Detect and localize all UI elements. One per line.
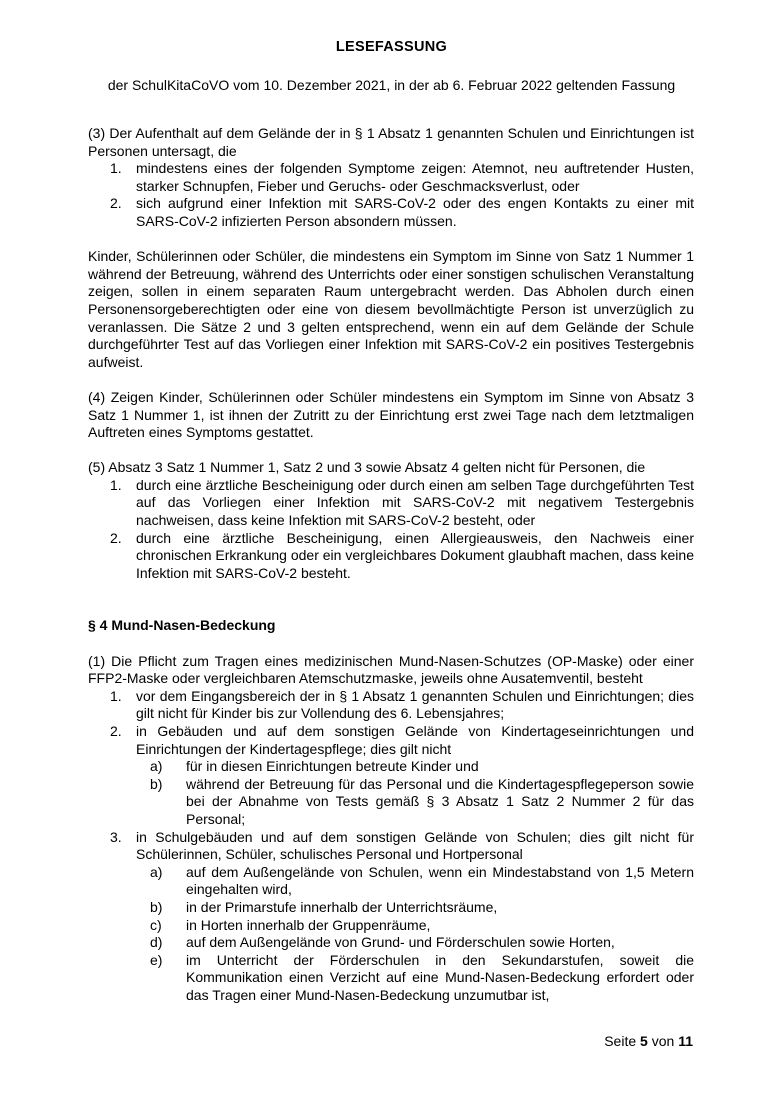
- list-number: 1.: [110, 160, 122, 177]
- list-text: durch eine ärztliche Bescheinigung oder durch einen am selben Tage durchgeführten Test auf das Vorliegen einer Infektion mit SARS-CoV-2 mit negativem Testergebnis nachweisen, dass keine Infektion mit SARS-CoV-2 besteht, oder: [136, 476, 694, 529]
- list-item: [88, 195, 694, 230]
- list-item: [88, 477, 694, 530]
- list-number: 1.: [110, 476, 122, 493]
- sub-list-text: während der Betreuung für das Personal und die Kindertagespflegeperson sowie bei der Abnahme von Tests gemäß § 3 Absatz 1 Satz 2 Nummer 2 für das Personal;: [186, 775, 694, 827]
- list-text: in Schulgebäuden und auf dem sonstigen Gelände von Schulen; dies gilt nicht für Schülerinnen, Schüler, schulisches Personal und Hortpersonal: [136, 828, 694, 863]
- sub-list-item: [88, 934, 694, 952]
- sub-list-letter: d): [150, 934, 163, 951]
- section-4-intro: (1) Die Pflicht zum Tragen eines medizinischen Mund-Nasen-Schutzes (OP-Maske) oder einer FFP2-Maske oder vergleichbaren Atemschutzmaske, jeweils ohne Ausatemventil, besteht: [88, 652, 694, 687]
- section-heading: § 4 Mund-Nasen-Bedeckung: [88, 617, 276, 634]
- paragraph-5-intro: (5) Absatz 3 Satz 1 Nummer 1, Satz 2 und 3 sowie Absatz 4 gelten nicht für Personen, die: [88, 459, 646, 476]
- list-number: 1.: [110, 687, 122, 704]
- sub-list-letter: c): [150, 916, 162, 933]
- page-separator: von: [651, 1033, 675, 1049]
- document-body: [88, 125, 694, 1005]
- sub-list-item: [88, 864, 694, 899]
- sub-list-item: [88, 917, 694, 935]
- list-item: [88, 530, 694, 583]
- sub-list-letter: e): [150, 951, 163, 968]
- sub-list-text: in Horten innerhalb der Gruppenräume,: [186, 916, 431, 933]
- list-number: 2.: [110, 195, 122, 212]
- sub-list-text: für in diesen Einrichtungen betreute Kinder und: [186, 758, 479, 775]
- sub-list-letter: a): [150, 863, 163, 880]
- list-number: 2.: [110, 529, 122, 546]
- list-text: vor dem Eingangsbereich der in § 1 Absatz 1 genannten Schulen und Einrichtungen; dies gilt nicht für Kinder bis zur Vollendung des 6. Lebensjahres;: [136, 687, 694, 722]
- sub-list-text: in der Primarstufe innerhalb der Unterrichtsräume,: [186, 898, 498, 915]
- page-number: [604, 1033, 693, 1049]
- sub-list-text: im Unterricht der Förderschulen in den Sekundarstufen, soweit die Kommunikation einen Verzicht auf eine Mund-Nasen-Bedeckung erfordert oder das Tragen einer Mund-Nasen-Bedeckung unzumutbar ist,: [186, 951, 694, 1003]
- sub-list-item: [88, 758, 694, 776]
- total-pages: 11: [678, 1033, 693, 1049]
- paragraph-3-intro: (3) Der Aufenthalt auf dem Gelände der in § 1 Absatz 1 genannten Schulen und Einrichtungen ist Personen untersagt, die: [88, 125, 694, 159]
- current-page: 5: [640, 1033, 648, 1049]
- list-number: 2.: [110, 723, 122, 739]
- list-item: [88, 160, 694, 195]
- list-item: [88, 723, 694, 758]
- list-text: sich aufgrund einer Infektion mit SARS-CoV-2 oder des engen Kontakts zu einer mit SARS-CoV-2 infizierten Person absondern müssen.: [136, 195, 694, 229]
- sub-list-letter: b): [150, 775, 163, 792]
- paragraph-4: (4) Zeigen Kinder, Schülerinnen oder Schüler mindestens ein Symptom im Sinne von Absatz 3 Satz 1 Nummer 1, ist ihnen der Zutritt zu der Einrichtung erst zwei Tage nach dem letztmaligen Auftreten eines Symptoms gestattet.: [88, 388, 694, 441]
- sub-list-item: [88, 899, 694, 917]
- sub-list-text: auf dem Außengelände von Schulen, wenn ein Mindestabstand von 1,5 Metern eingehalten wird,: [186, 863, 694, 898]
- list-text: durch eine ärztliche Bescheinigung, einen Allergieausweis, den Nachweis einer chronischen Erkrankung oder ein vergleichbares Dokument glaubhaft machen, dass keine Infektion mit SARS-CoV-2 besteht.: [136, 529, 694, 581]
- list-item: [88, 829, 694, 864]
- sub-list-letter: b): [150, 898, 163, 915]
- list-text: mindestens eines der folgenden Symptome zeigen: Atemnot, neu auftretender Husten, starker Schnupfen, Fieber und Geruchs- oder Geschmacksverlust, oder: [136, 160, 694, 194]
- sub-list-text: auf dem Außengelände von Grund- und Förderschulen sowie Horten,: [186, 934, 615, 951]
- sub-list-item: [88, 952, 694, 1005]
- paragraph-3-followup: Kinder, Schülerinnen oder Schüler, die mindestens ein Symptom im Sinne von Satz 1 Nummer 1 während der Betreuung, während des Unterrichts oder einer sonstigen schulischen Veranstaltung zeigen, sollen in einem separaten Raum untergebracht werden. Das Abholen durch einen Personensorgeberechtigten oder eine von diesem bevollmächtigte Person ist unverzüglich zu veranlassen. Die Sätze 2 und 3 gelten entsprechend, wenn ein auf dem Gelände der Schule durchgeführter Test auf das Vorliegen einer Infektion mit SARS-CoV-2 ein positives Testergebnis aufweist.: [88, 248, 694, 370]
- sub-list-item: [88, 776, 694, 829]
- document-subtitle: der SchulKitaCoVO vom 10. Dezember 2021, in der ab 6. Februar 2022 geltenden Fassung: [107, 77, 676, 93]
- page-prefix: Seite: [604, 1033, 637, 1049]
- list-number: 3.: [110, 828, 122, 845]
- document-title: LESEFASSUNG: [335, 39, 448, 55]
- list-text: in Gebäuden und auf dem sonstigen Gelände von Kindertageseinrichtungen und Einrichtungen der Kindertagespflege; dies gilt nicht: [136, 723, 694, 757]
- list-item: [88, 688, 694, 723]
- sub-list-letter: a): [150, 758, 163, 775]
